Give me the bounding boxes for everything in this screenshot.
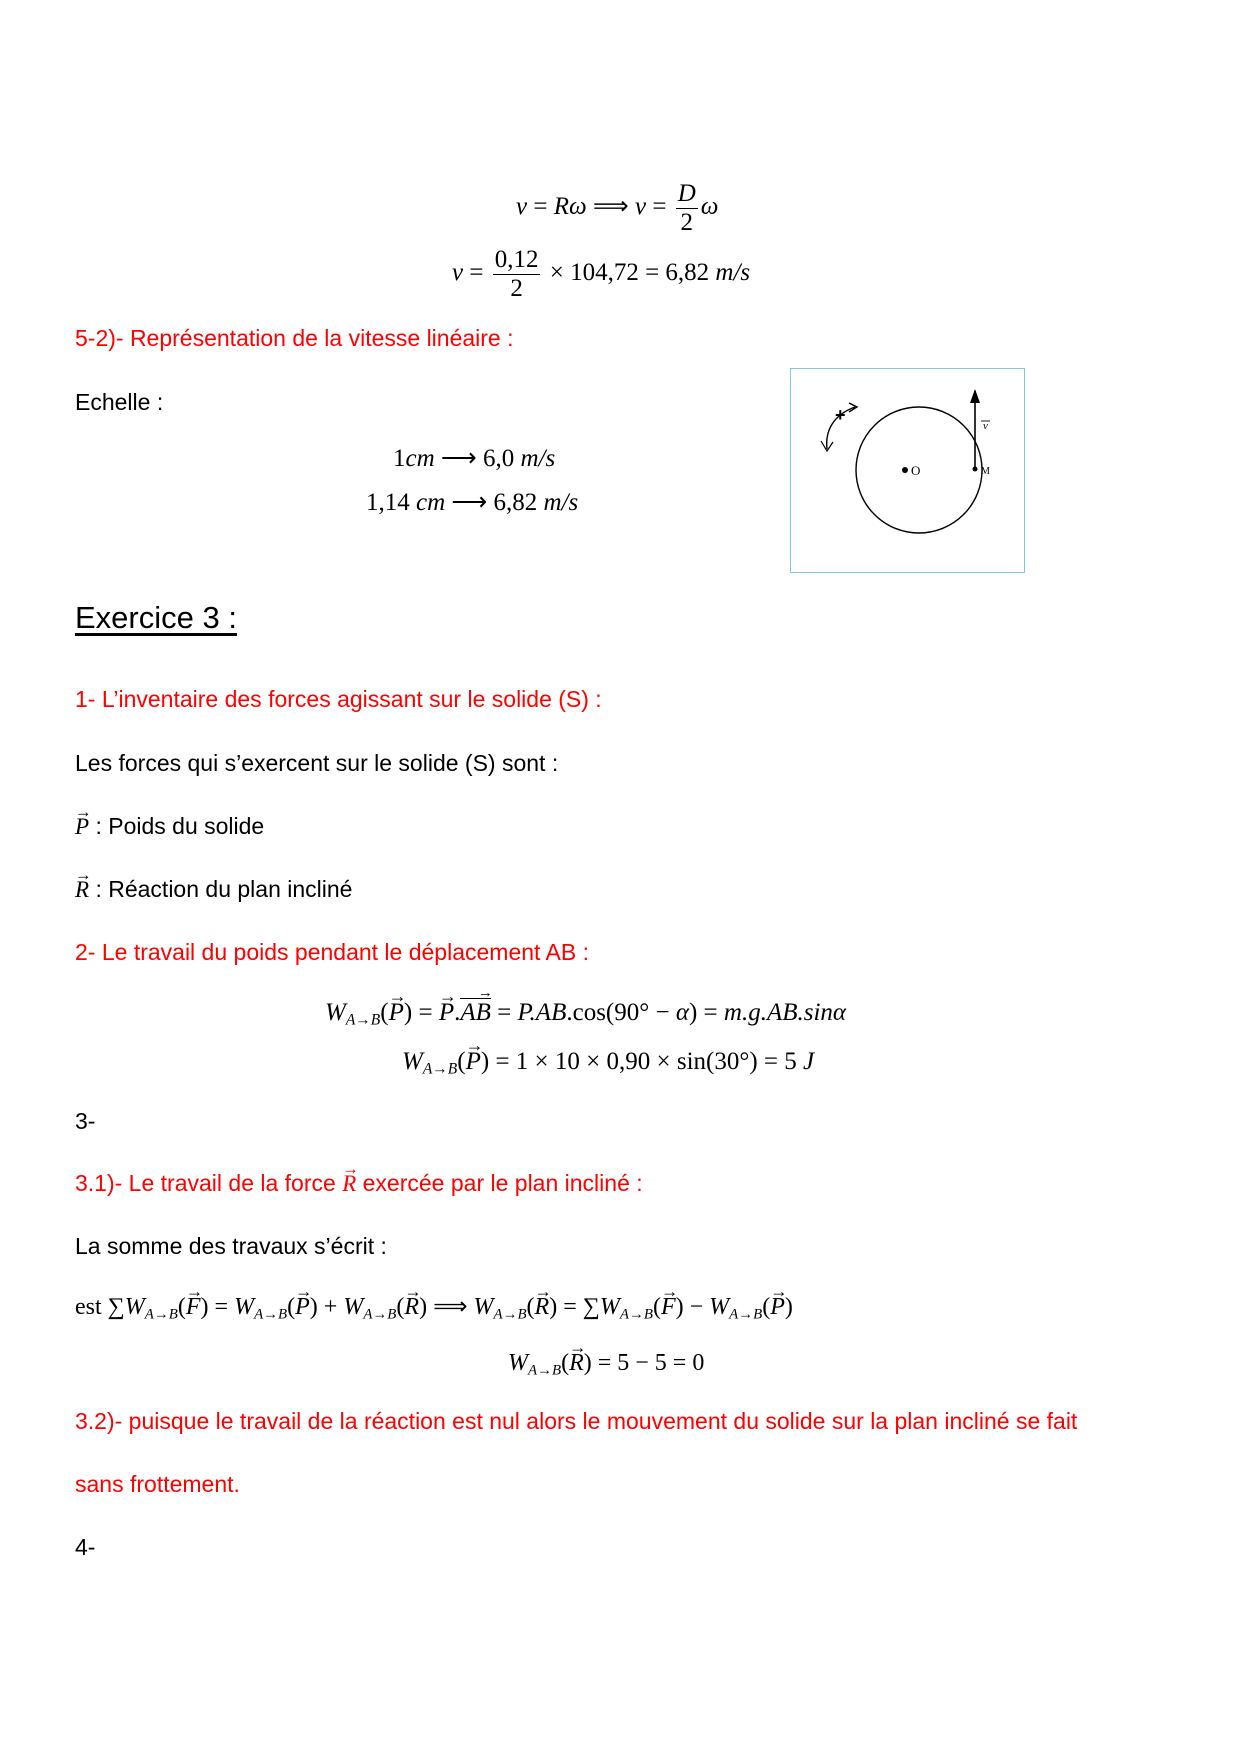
- force-r-label: : Réaction du plan incliné: [89, 876, 353, 902]
- denominator: 2: [680, 209, 693, 236]
- work-weight-formula: $W_{A\to B}(\to P)$ = → P.AB → = P.AB.cos(90° − α) = m.g.AB.sinα: [325, 998, 846, 1030]
- reaction-work-result: $W_{A\to B}(\to R) = 5 - 5 = 0$: [508, 1350, 704, 1379]
- scale-line-1: 1cm ⟶ 6,0 m/s: [393, 445, 556, 472]
- plus-sign: +: [835, 405, 846, 425]
- forces-intro: Les forces qui s’exercent sur le solide (S) sont :: [75, 750, 559, 776]
- var-v: v: [452, 259, 464, 287]
- velocity-diagram-svg: [791, 369, 1023, 571]
- vector-r-symbol: → R: [75, 877, 89, 903]
- sum-of-works-formula: est $\sum W_{A\to B}(\to F) = W_{A\to B}(\to P) + W_{A\to B}(\to R)$ ⟹ $W_{A\to B}(\to R) = \sum W_{A\to B}(\to F) - W_{A\to B}(\to P)$: [75, 1292, 793, 1323]
- var-omega: ω: [569, 193, 587, 221]
- var-r: R: [553, 193, 569, 221]
- force-r-line: [75, 876, 352, 903]
- var-omega2: ω: [700, 193, 719, 221]
- question-1: 1- L’inventaire des forces agissant sur le solide (S) :: [75, 686, 602, 712]
- work-weight-numeric: $W_{A\to B}(\to P) = 1 \times 10 \times 0,90 \times \sin(30^\circ) = 5$ J: [402, 1048, 814, 1079]
- point-m-label: M: [981, 466, 990, 477]
- velocity-vector-head: [970, 389, 980, 403]
- force-p-label: : Poids du solide: [89, 813, 265, 839]
- question-3-2-line2: sans frottement.: [75, 1471, 240, 1497]
- center-dot: [902, 467, 908, 473]
- fraction-d-over-2: [676, 180, 698, 237]
- var-v2: v: [635, 193, 647, 221]
- section-5-2-heading: 5-2)- Représentation de la vitesse linéaire :: [75, 325, 514, 351]
- exercise-3-title: Exercice 3 :: [75, 600, 237, 635]
- velocity-label: v: [983, 420, 988, 432]
- product: × 104,72 = 6,82: [543, 259, 716, 287]
- question-3-label: 3-: [75, 1108, 96, 1134]
- var-v: v: [516, 193, 528, 221]
- sum-intro: La somme des travaux s’écrit :: [75, 1233, 387, 1259]
- force-p-line: [75, 813, 264, 840]
- formula-v-r-omega: [516, 180, 718, 237]
- velocity-diagram: [790, 368, 1025, 573]
- op: =: [463, 259, 490, 287]
- point-m-dot: [973, 467, 978, 472]
- op: =: [533, 193, 554, 221]
- numerator: D: [677, 180, 696, 207]
- scale-line-2: 1,14 cm ⟶ 6,82 m/s: [366, 489, 579, 516]
- numerator: 0,12: [494, 246, 539, 273]
- op2: =: [646, 193, 673, 221]
- question-2: 2- Le travail du poids pendant le déplacement AB :: [75, 939, 590, 965]
- echelle-label: Echelle :: [75, 389, 164, 415]
- denominator: 2: [510, 275, 523, 302]
- unit: m/s: [715, 259, 751, 287]
- question-3-1: 3.1)- Le travail de la force → R exercée par le plan incliné :: [75, 1170, 643, 1197]
- question-3-2-line1: 3.2)- puisque le travail de la réaction est nul alors le mouvement du solide sur la plan incliné se fait: [75, 1408, 1078, 1434]
- vector-p-symbol: → P: [75, 814, 89, 840]
- fraction-012-over-2: [493, 246, 541, 303]
- center-label: O: [911, 463, 921, 478]
- question-4-label: 4-: [75, 1534, 96, 1560]
- implies: ⟹: [586, 193, 635, 221]
- formula-v-numeric: [452, 246, 750, 303]
